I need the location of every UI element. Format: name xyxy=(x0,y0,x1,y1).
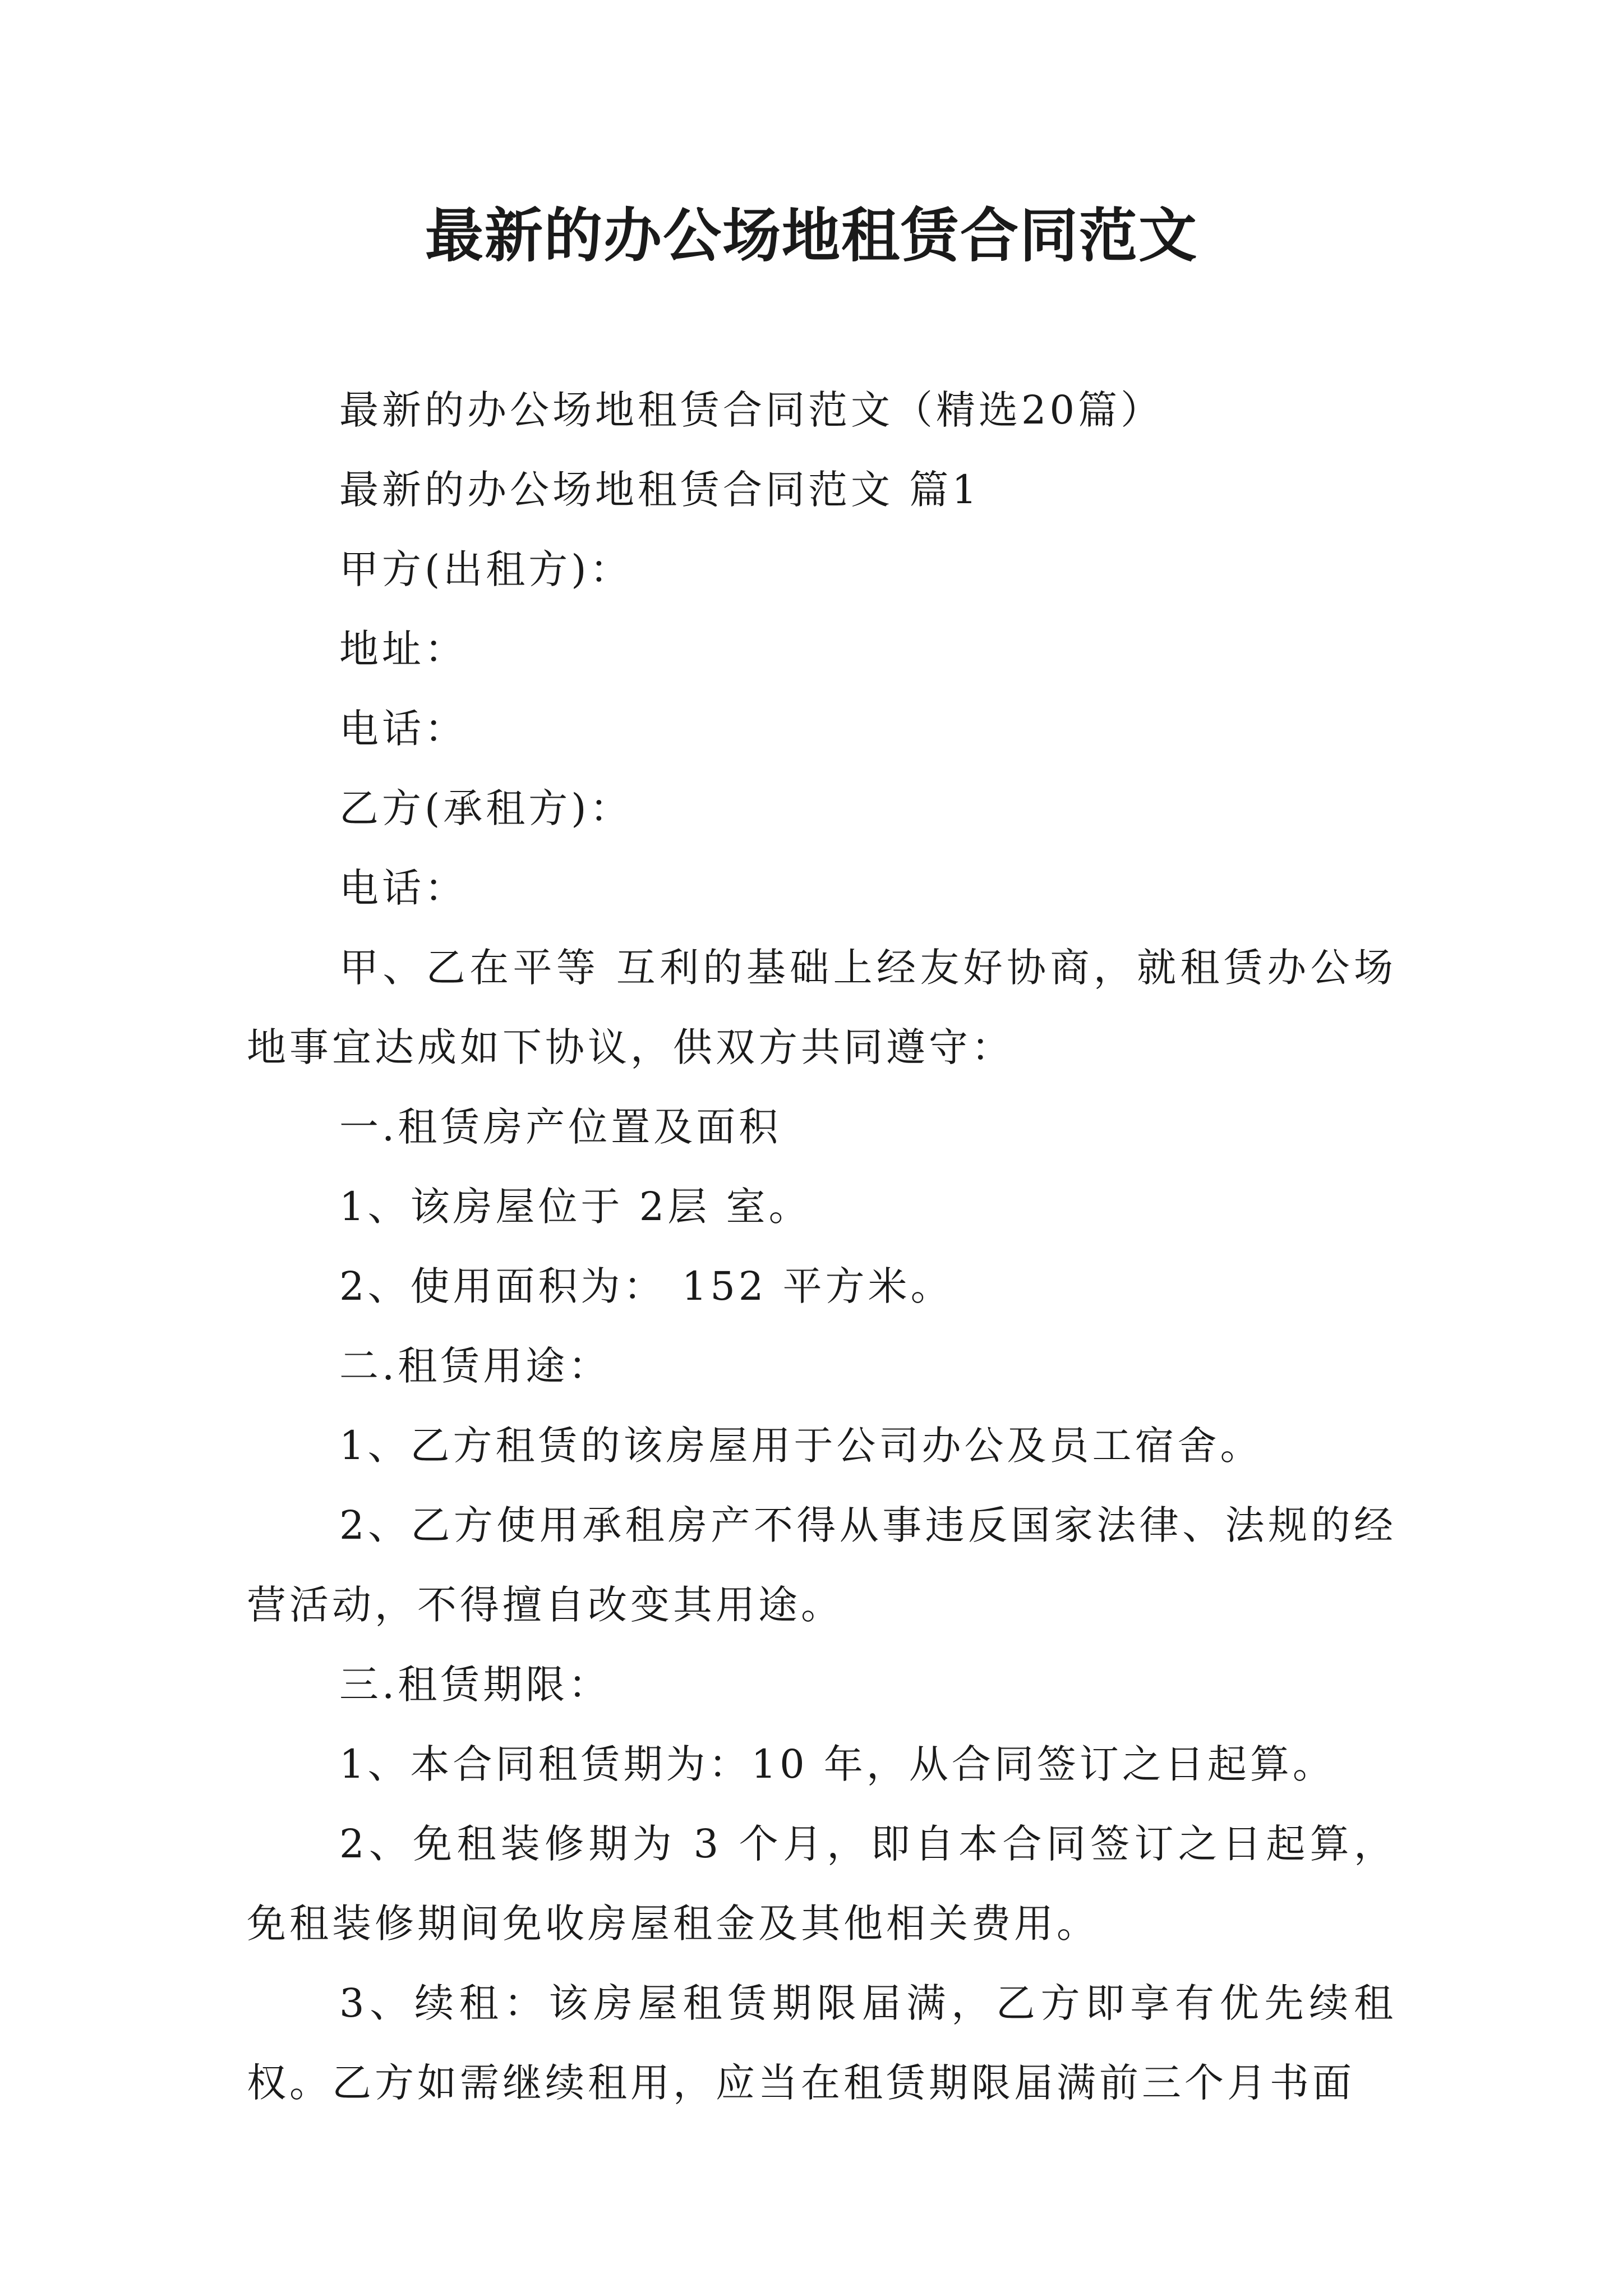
paragraph: 电话： xyxy=(339,706,467,752)
paragraph: 二.租赁用途： xyxy=(339,1343,611,1389)
paragraph: 乙方(承租方)： xyxy=(339,785,633,831)
paragraph: 1、乙方租赁的该房屋用于公司办公及员工宿舍。 xyxy=(339,1423,1263,1469)
paragraph: 最新的办公场地租赁合同范文（精选20篇） xyxy=(339,387,1164,433)
paragraph: 最新的办公场地租赁合同范文 篇1 xyxy=(339,467,980,513)
paragraph: 甲方(出租方)： xyxy=(339,546,633,592)
paragraph: 地址： xyxy=(339,626,467,672)
paragraph: 一.租赁房产位置及面积 xyxy=(339,1104,782,1150)
paragraph: 三.租赁期限： xyxy=(339,1662,611,1708)
document-body xyxy=(247,370,1396,2123)
paragraph: 电话： xyxy=(339,865,467,911)
paragraph: 3、续租：该房屋租赁期限届满，乙方即享有优先续租权。乙方如需继续租用，应当在租赁期限届满前三个月书面 xyxy=(247,1980,1396,2106)
paragraph: 2、免租装修期为 3 个月，即自本合同签订之日起算，免租装修期间免收房屋租金及其他相关费用。 xyxy=(247,1821,1396,1947)
paragraph: 1、本合同租赁期为：10 年，从合同签订之日起算。 xyxy=(339,1741,1335,1787)
paragraph: 甲、乙在平等 互利的基础上经友好协商，就租赁办公场地事宜达成如下协议，供双方共同遵守： xyxy=(247,945,1396,1070)
document-title: 最新的办公场地租赁合同范文 xyxy=(425,201,1198,270)
paragraph: 2、乙方使用承租房产不得从事违反国家法律、法规的经营活动，不得擅自改变其用途。 xyxy=(247,1502,1396,1628)
paragraph: 1、该房屋位于 2层 室。 xyxy=(339,1184,811,1230)
paragraph: 2、使用面积为： 152 平方米。 xyxy=(339,1263,953,1309)
